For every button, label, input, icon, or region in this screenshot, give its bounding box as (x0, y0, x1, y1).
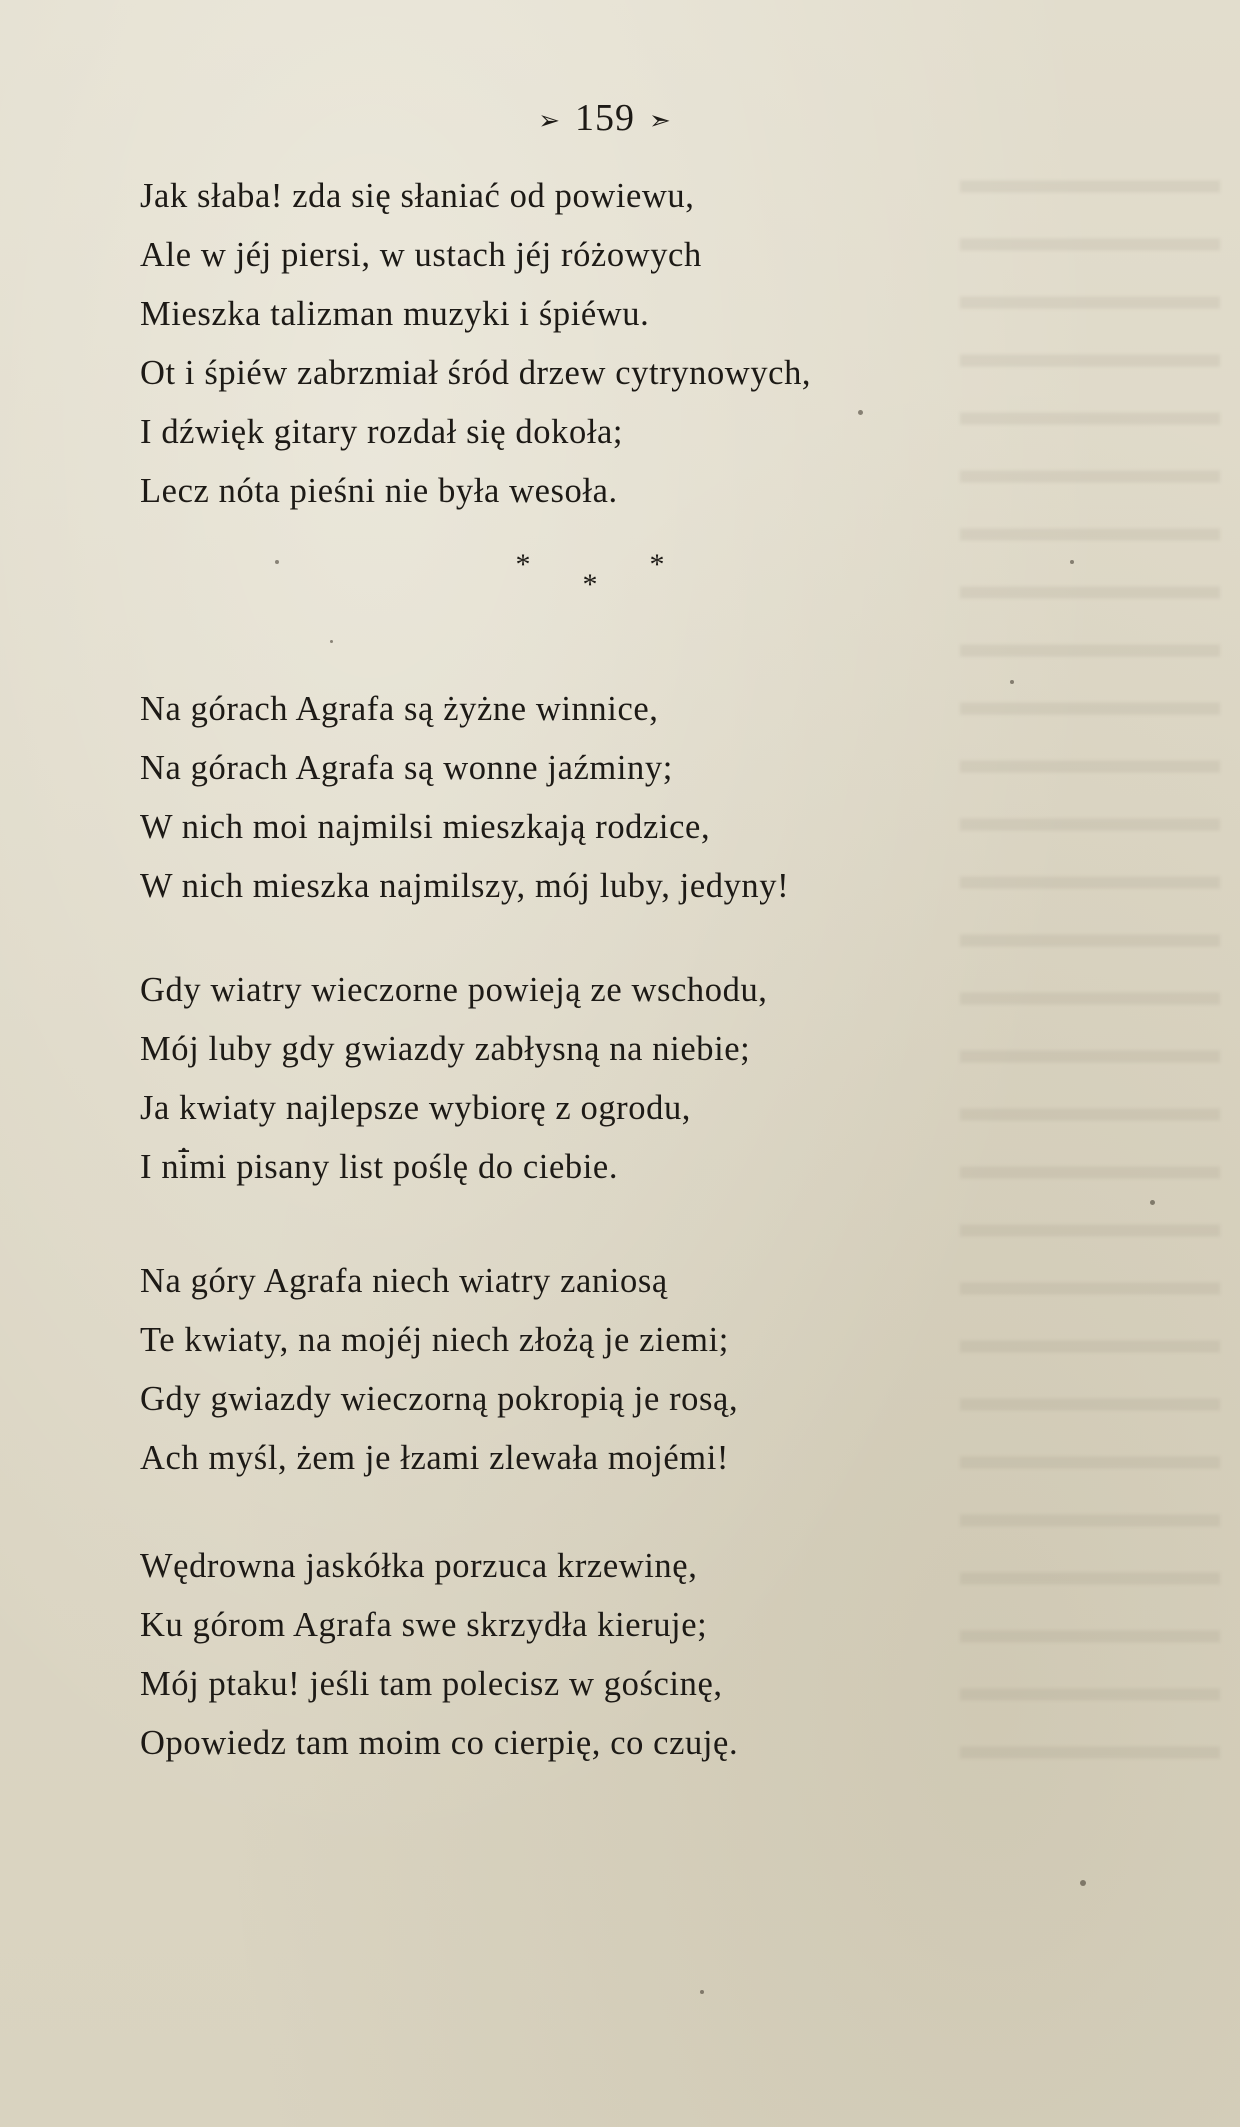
asterism-separator (430, 548, 750, 601)
stanza-4 (140, 1252, 1020, 1488)
ornament-left-icon: ➢ (538, 106, 561, 136)
verse-line: W nich moi najmilsi mieszkają rodzice, (140, 808, 711, 846)
stanza-1 (140, 167, 1020, 521)
verse-line: Gdy gwiazdy wieczorną pokropią je rosą, (140, 1380, 739, 1418)
asterisk-icon: * (649, 548, 665, 581)
stanza-3 (140, 961, 1020, 1197)
speck (330, 640, 333, 643)
page-number (490, 96, 720, 140)
verse-line: Wędrowna jaskółka porzuca krzewinę, (140, 1547, 698, 1585)
speck (1070, 560, 1074, 564)
verse-line: Ach myśl, żem je łzami zlewała mojémi! (140, 1439, 729, 1477)
verse-line: Lecz nóta pieśni nie była wesoła. (140, 472, 618, 510)
verse-line: Ja kwiaty najlepsze wybiorę z ogrodu, (140, 1089, 692, 1127)
ornament-right-icon: ➣ (649, 106, 672, 136)
stanza-5 (140, 1537, 1020, 1773)
verse-line: Mój luby gdy gwiazdy zabłysną na niebie; (140, 1030, 751, 1068)
verse-line: Mój ptaku! jeśli tam polecisz w gościnę, (140, 1665, 723, 1703)
speck (858, 410, 863, 415)
stanza-2 (140, 680, 1020, 916)
speck (1150, 1200, 1155, 1205)
asterisk-icon: * (515, 548, 531, 581)
page-number-value: 159 (575, 97, 635, 139)
verse-line: Ale w jéj piersi, w ustach jéj różowych (140, 236, 702, 274)
verse-line: I dźwięk gitary rozdał się dokoła; (140, 413, 624, 451)
verse-line: I ni̇̄mi pisany list poślę do ciebie. (140, 1148, 619, 1186)
asterisk-icon: * (582, 568, 598, 601)
verse-line: Na górach Agrafa są wonne jaźminy; (140, 749, 673, 787)
verse-line: W nich mieszka najmilszy, mój luby, jedyny! (140, 867, 790, 905)
speck (1010, 680, 1014, 684)
verse-line: Opowiedz tam moim co cierpię, co czuję. (140, 1724, 739, 1762)
verse-line: Mieszka talizman muzyki i śpiéwu. (140, 295, 650, 333)
speck (700, 1990, 704, 1994)
verse-line: Na górach Agrafa są żyżne winnice, (140, 690, 659, 728)
verse-line: Jak słaba! zda się słaniać od powiewu, (140, 177, 695, 215)
verse-line: Te kwiaty, na mojéj niech złożą je ziemi; (140, 1321, 729, 1359)
verse-line: Gdy wiatry wieczorne powieją ze wschodu, (140, 971, 768, 1009)
speck (1080, 1880, 1086, 1886)
verse-line: Ku górom Agrafa swe skrzydła kieruje; (140, 1606, 708, 1644)
verse-line: Ot i śpiéw zabrzmiał śród drzew cytrynowych, (140, 354, 812, 392)
speck (275, 560, 279, 564)
verse-line: Na góry Agrafa niech wiatry zaniosą (140, 1262, 668, 1300)
